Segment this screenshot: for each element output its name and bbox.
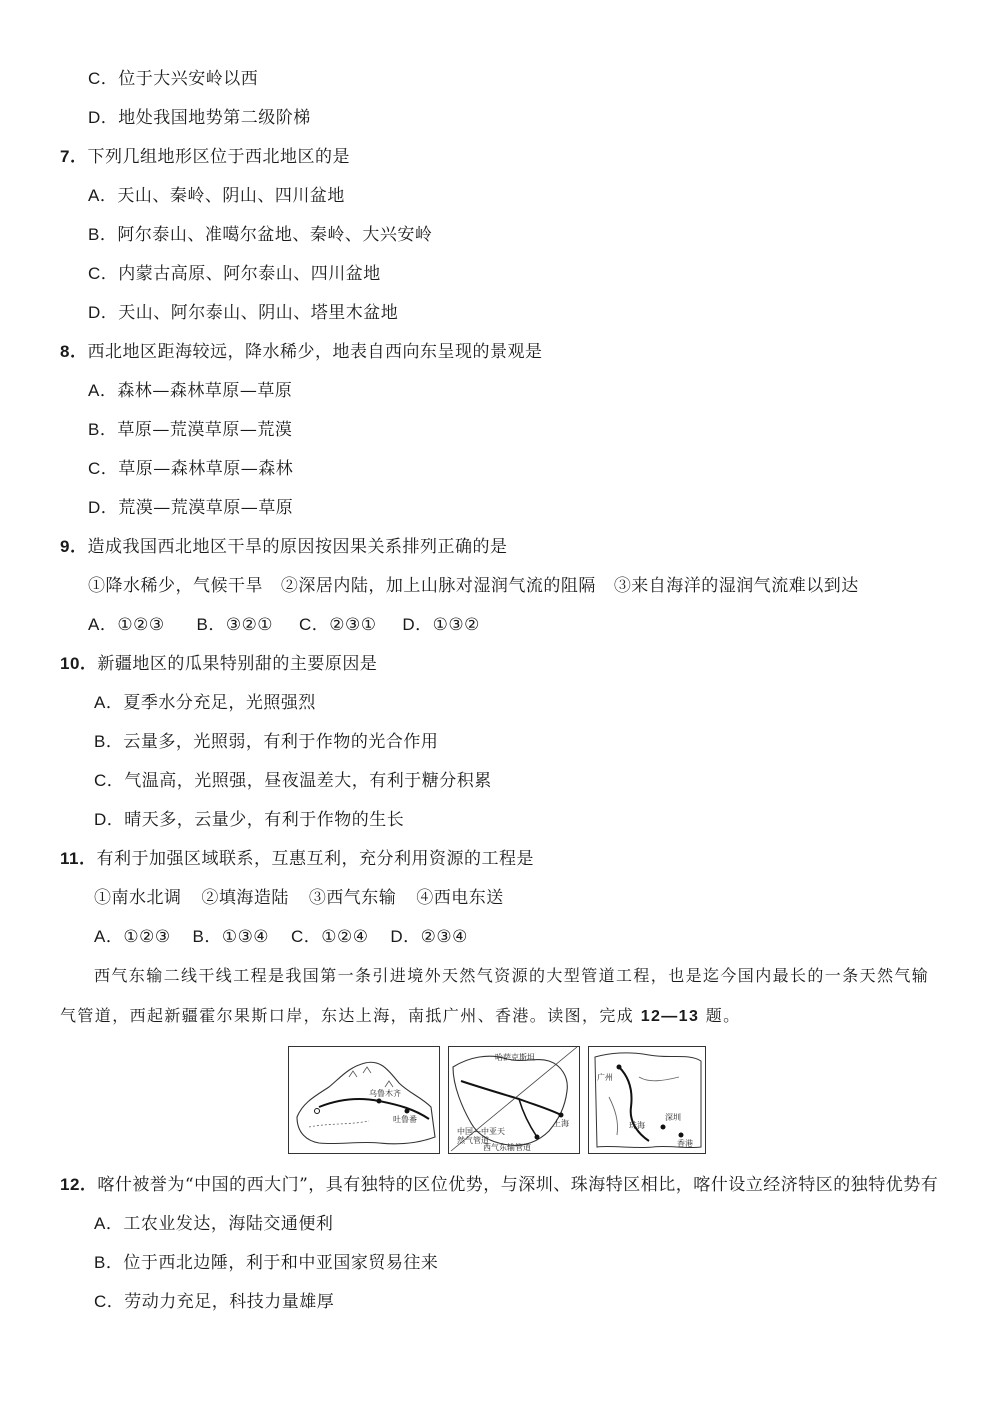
q7-stem: 7．下列几组地形区位于西北地区的是 [60, 147, 350, 167]
option-letter: C [298, 615, 312, 634]
question-number: 7 [60, 147, 70, 166]
hongkong-label: 香港 [677, 1139, 693, 1148]
passage-line-1: 西气东输二线干线工程是我国第一条引进境外天然气资源的大型管道工程，也是迄今国内最长的一条天然气输 [94, 966, 930, 985]
q11-items [94, 887, 504, 909]
q10-option-b: B．云量多，光照弱，有利于作物的光合作用 [94, 732, 439, 752]
question-text: 新疆地区的瓜果特别甜的主要原因是 [97, 654, 378, 674]
option-text: 草原—森林草原—森林 [118, 459, 294, 479]
statement-item: ③西气东输 [308, 888, 397, 908]
q8-option-d: D．荒漠—荒漠草原—草原 [88, 498, 294, 518]
option-letter: A [94, 927, 106, 946]
statement-item: ②深居内陆，加上山脉对湿润气流的阻隔 [280, 576, 596, 596]
prd-map-panel [588, 1046, 706, 1154]
q10-option-a: A．夏季水分充足，光照强烈 [94, 693, 316, 713]
option-letter: C [88, 69, 101, 88]
pipeline-map-figure [288, 1046, 706, 1154]
option-text: 森林—森林草原—草原 [117, 381, 293, 401]
kazakhstan-label: 哈萨克斯坦 [495, 1053, 535, 1062]
zhuhai-label: 珠海 [629, 1121, 645, 1130]
option-letter: B [196, 615, 209, 634]
statement-item: ①降水稀少，气候干旱 [88, 576, 263, 596]
q6-option-c: C．位于大兴安岭以西 [88, 69, 259, 89]
question-number: 8 [60, 342, 70, 361]
option-text: 荒漠—荒漠草原—草原 [118, 498, 294, 518]
option-text: 夏季水分充足，光照强烈 [123, 693, 316, 713]
q8-option-b: B．草原—荒漠草原—荒漠 [88, 420, 293, 440]
statement-item: ②填海造陆 [201, 888, 289, 908]
question-number: 12 [60, 1175, 80, 1194]
option-letter: C [88, 264, 101, 283]
option-letter: D [88, 303, 101, 322]
prd-map-drawing [589, 1047, 705, 1153]
q11-options: A．①②③ B．①③④ C．①②④ D．②③④ [94, 927, 468, 947]
question-text: 造成我国西北地区干旱的原因按因果关系排列正确的是 [87, 537, 508, 557]
shenzhen-label: 深圳 [665, 1113, 681, 1122]
option-letter: D [390, 927, 404, 946]
option-letter: A [94, 1214, 106, 1233]
q7-option-d: D．天山、阿尔泰山、阴山、塔里木盆地 [88, 303, 399, 323]
option-text: 地处我国地势第二级阶梯 [118, 108, 311, 128]
option-letter: A [88, 615, 100, 634]
option-text: 劳动力充足，科技力量雄厚 [124, 1292, 335, 1312]
option-text: 内蒙古高原、阿尔泰山、四川盆地 [118, 264, 381, 284]
option-text: 气温高，光照强，昼夜温差大，有利于糖分积累 [124, 771, 492, 791]
q10-option-c: C．气温高，光照强，昼夜温差大，有利于糖分积累 [94, 771, 492, 791]
option-letter: A [88, 186, 100, 205]
passage-text: 气管道，西起新疆霍尔果斯口岸，东达上海，南抵广州、香港。读图，完成 [60, 1006, 641, 1025]
xinjiang-map-panel [288, 1046, 440, 1154]
option-letter: D [402, 615, 416, 634]
option-letter: C [88, 459, 101, 478]
option-letter: B [94, 1253, 106, 1272]
option-text: 晴天多，云量少，有利于作物的生长 [124, 810, 405, 830]
question-number: 10 [60, 654, 80, 673]
option-text: ①②③ [117, 615, 165, 635]
option-text: ①②③ [123, 927, 171, 947]
q6-option-d: D．地处我国地势第二级阶梯 [88, 108, 311, 128]
guangzhou-label: 广州 [597, 1073, 613, 1082]
question-number: 11 [60, 849, 79, 868]
question-text: 喀什被誉为“中国的西大门”，具有独特的区位优势，与深圳、珠海特区相比，喀什设立经济特区的独特优势有 [97, 1175, 939, 1195]
option-letter: B [88, 225, 100, 244]
question-range: 12—13 [640, 1008, 700, 1025]
q8-stem: 8．西北地区距海较远，降水稀少，地表自西向东呈现的景观是 [60, 342, 543, 362]
option-letter: A [88, 381, 100, 400]
option-text: ②③④ [420, 927, 468, 947]
pipeline-label: 西气东输管道 [483, 1143, 531, 1152]
option-text: ③②① [225, 615, 274, 635]
option-text: 阿尔泰山、准噶尔盆地、秦岭、大兴安岭 [117, 225, 433, 245]
q7-option-b: B．阿尔泰山、准噶尔盆地、秦岭、大兴安岭 [88, 225, 433, 245]
q8-option-a: A．森林—森林草原—草原 [88, 381, 293, 401]
turpan-label: 吐鲁番 [393, 1115, 417, 1124]
q12-option-c: C．劳动力充足，科技力量雄厚 [94, 1292, 335, 1312]
option-letter: D [94, 810, 107, 829]
option-letter: B [88, 420, 100, 439]
option-text: 草原—荒漠草原—荒漠 [117, 420, 293, 440]
option-text: 天山、阿尔泰山、阴山、塔里木盆地 [118, 303, 399, 323]
passage-line-2 [60, 1005, 741, 1028]
option-letter: C [94, 1292, 107, 1311]
q12-stem: 12．喀什被誉为“中国的西大门”，具有独特的区位优势，与深圳、珠海特区相比，喀什设立经济特区的独特优势有 [60, 1175, 939, 1195]
option-text: 工农业发达，海陆交通便利 [123, 1214, 334, 1234]
urumqi-label: 乌鲁木齐 [369, 1089, 401, 1098]
statement-item: ①南水北调 [94, 888, 182, 908]
passage-text: 题。 [699, 1006, 741, 1025]
option-text: ①②④ [321, 927, 369, 947]
shanghai-label: 上海 [553, 1119, 569, 1128]
question-text: 有利于加强区域联系，互惠互利，充分利用资源的工程是 [96, 849, 534, 869]
option-letter: D [88, 498, 101, 517]
q12-option-a: A．工农业发达，海陆交通便利 [94, 1214, 334, 1234]
question-text: 下列几组地形区位于西北地区的是 [87, 147, 350, 167]
option-text: 云量多，光照弱，有利于作物的光合作用 [123, 732, 439, 752]
statement-item: ③来自海洋的湿润气流难以到达 [613, 576, 859, 596]
option-letter: A [94, 693, 106, 712]
q8-option-c: C．草原—森林草原—森林 [88, 459, 294, 479]
q9-items [88, 575, 859, 597]
q7-option-c: C．内蒙古高原、阿尔泰山、四川盆地 [88, 264, 381, 284]
china-map-panel [448, 1046, 580, 1154]
xinjiang-map-drawing [289, 1047, 439, 1153]
option-letter: C [94, 771, 107, 790]
option-text: ②③① [329, 615, 377, 635]
q9-stem: 9．造成我国西北地区干旱的原因按因果关系排列正确的是 [60, 537, 508, 557]
option-text: 天山、秦岭、阴山、四川盆地 [117, 186, 345, 206]
statement-item: ④西电东送 [416, 888, 504, 908]
option-text: ①③② [432, 615, 480, 635]
q10-option-d: D．晴天多，云量少，有利于作物的生长 [94, 810, 405, 830]
option-letter: D [88, 108, 101, 127]
option-text: 位于大兴安岭以西 [118, 69, 259, 89]
option-letter: B [192, 927, 205, 946]
option-text: 位于西北边陲，利于和中亚国家贸易往来 [123, 1253, 439, 1273]
q9-options: A．①②③ B．③②① C．②③① D．①③② [88, 615, 480, 635]
option-letter: B [94, 732, 106, 751]
question-number: 9 [60, 537, 70, 556]
china-central-asia-label: 中国—中亚天然气管道 [457, 1127, 505, 1145]
q7-option-a: A．天山、秦岭、阴山、四川盆地 [88, 186, 345, 206]
option-letter: C [290, 927, 304, 946]
q12-option-b: B．位于西北边陲，利于和中亚国家贸易往来 [94, 1253, 439, 1273]
question-text: 西北地区距海较远，降水稀少，地表自西向东呈现的景观是 [87, 342, 543, 362]
q10-stem: 10．新疆地区的瓜果特别甜的主要原因是 [60, 654, 378, 674]
q11-stem: 11．有利于加强区域联系，互惠互利，充分利用资源的工程是 [60, 849, 534, 869]
option-text: ①③④ [221, 927, 270, 947]
